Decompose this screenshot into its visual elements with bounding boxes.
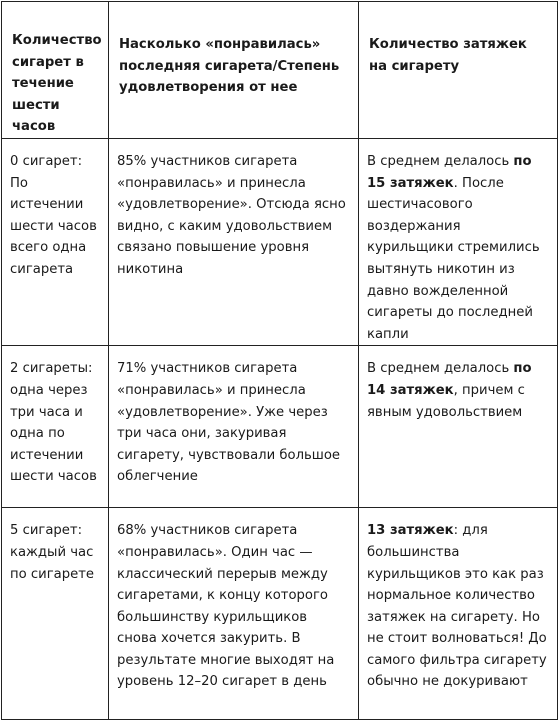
cell-text: 5 сигарет: каждый час по сигарете <box>10 523 94 582</box>
cigarette-count-cell <box>2 138 109 345</box>
cigarette-count-cell <box>2 346 109 508</box>
satisfaction-cell <box>109 138 359 345</box>
header-satisfaction <box>109 2 359 139</box>
puffs-count: 13 затяжек <box>367 523 454 539</box>
header-label: Количество затяжек на сигарету <box>369 37 527 74</box>
satisfaction-text: участников сигарета «понравилась» и принесла «удовлетворение». Отсюда ясно видно, с каким удовольствием связано повышение уровня никотина <box>117 153 346 277</box>
satisfaction-text: участников сигарета «понравилась». Один час — классический перерыв между сигаретами, к концу которого большинству курильщиков снова хочется закурить. В результате многие выходят на уровень 12–20 сигарет в день <box>117 523 335 690</box>
satisfaction-percent: 68% <box>117 523 147 539</box>
table-row <box>2 138 558 345</box>
puffs-text-post: : для большинства курильщиков это как раз нормальное количество затяжек на сигарету. Но не стоит волноваться! До самого фильтра сигарету обычно не докуривают <box>367 523 547 690</box>
table-row <box>2 508 558 720</box>
satisfaction-cell <box>109 508 359 720</box>
puffs-cell <box>359 346 558 508</box>
smoking-table <box>1 1 558 720</box>
cigarette-count-cell <box>2 508 109 720</box>
cell-text <box>109 508 358 693</box>
cell-text <box>359 346 557 423</box>
header-puffs <box>359 2 558 139</box>
puffs-count: по 14 затяжек <box>367 361 532 398</box>
cell-text: 0 сигарет: По истечении шести часов всего одна сигарета <box>10 153 97 277</box>
header-label: Количество сигарет в течение шести часов <box>12 33 102 135</box>
header-cigarette-count <box>2 2 109 139</box>
puffs-count: по 15 затяжек <box>367 153 532 191</box>
header-label: Насколько «понравилась» последняя сигарета/Степень удовлетворения от нее <box>119 37 340 96</box>
puffs-cell <box>359 508 558 720</box>
cell-text <box>109 346 358 488</box>
table-header-row <box>2 2 558 139</box>
satisfaction-percent: 85% <box>117 153 147 169</box>
puffs-text-pre: В среднем делалось <box>367 153 514 169</box>
cell-text <box>359 139 557 345</box>
satisfaction-percent: 71% <box>117 361 147 377</box>
puffs-cell <box>359 138 558 345</box>
satisfaction-cell <box>109 346 359 508</box>
puffs-text-post: , причем с явным удовольствием <box>367 382 525 420</box>
cell-text <box>109 139 358 281</box>
puffs-text-pre: В среднем делалось <box>367 361 514 377</box>
puffs-text-post: . После шестичасового воздержания курильщики стремились вытянуть никотин из давно вожделенной сигареты до последней капли <box>367 175 540 342</box>
cell-text <box>359 508 557 693</box>
table-row <box>2 346 558 508</box>
cell-text: 2 сигареты: одна через три часа и одна по истечении шести часов <box>10 361 97 485</box>
satisfaction-text: участников сигарета «понравилась» и принесла «удовлетворение». Уже через три часа они, закуривая сигарету, чувствовали большое облегчение <box>117 361 341 485</box>
